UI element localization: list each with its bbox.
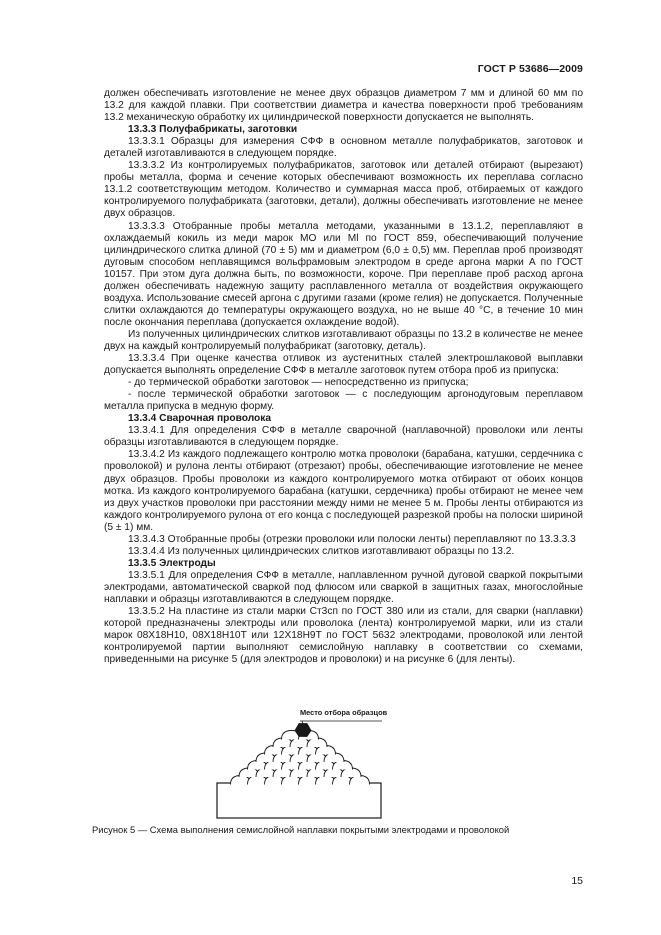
paragraph: 13.3.4.3 Отобранные пробы (отрезки проволоки или полоски ленты) переплавляют по 13.3.3.3 (128, 533, 576, 545)
sample-location-marker (295, 724, 311, 737)
figure-caption: Рисунок 5 — Схема выполнения семислойной наплавки покрытыми электродами и проволокой (92, 824, 510, 835)
weld-beads (231, 724, 370, 785)
paragraph: 13.3.5.1 Для определения СФФ в металле, наплавленном ручной дуговой сваркой покрытыми электродами, автоматической сваркой под флюсом или сваркой в защитных газах, многослойные наплавки и образцы изготавливаются в следующем порядке. (104, 569, 583, 605)
figure-5 (216, 708, 388, 820)
paragraph: 13.3.3.1 Образцы для измерения СФФ в основном металле полуфабрикатов, заготовок и деталей изготавливаются в следующем порядке. (104, 136, 583, 160)
paragraph: 13.3.3.4 При оценке качества отливок из аустенитных сталей электрошлаковой выплавки допускается выполнять определение СФФ в металле заготовок путем отбора проб из припуска: (104, 353, 583, 377)
sample-location-label: Место отбора образцов (300, 708, 388, 717)
paragraph: 13.3.4.1 Для определения СФФ в металле сварочной (наплавочной) проволоки или ленты образцы изготавливаются в следующем порядке. (104, 425, 583, 449)
paragraph: 13.3.3.3 Отобранные пробы металла методами, указанными в 13.1.2, переплавляют в охлаждаемый кокиль из меди марок МО или Ml по ГОСТ 859, обеспечивающий получение цилиндрического слитка длиной (70 ± 5) мм и диаметром (6,0 ± 0,5) мм. Переплав проб производят дуговым способом неплавящимся вольфрамовым электродом в среде аргона марки А по ГОСТ 10157. При этом дуга должна быть, по возможности, короче. При переплаве проб расход аргона должен обеспечивать надежную защиту расплавленного металла от воздействия окружающего воздуха. Использование смесей аргона с другими газами (кроме гелия) не допускается. Полученные слитки охлаждаются до температуры окружающего воздуха, но не выше 40 °С, в течение 10 мин после окончания переплава (допускается охлаждение водой). (104, 220, 583, 328)
paragraph: 13.3.4.4 Из полученных цилиндрических слитков изготавливают образцы по 13.2. (128, 545, 515, 557)
list-item: - после термической обработки заготовок — с последующим аргонодуговым переплавом металла припуска в медную форму. (104, 389, 583, 413)
section-heading: 13.3.4 Сварочная проволока (128, 413, 272, 425)
section-heading: 13.3.5 Электроды (128, 557, 216, 569)
paragraph: 13.3.4.2 Из каждого подлежащего контролю мотка проволоки (барабана, катушки, сердечника с проволокой) и рулона ленты отбирают (отрезают) пробы, обеспечивающие изготовление не менее двух образцов. Пробы проволоки из каждого контролируемого мотка отбирают от обоих концов мотка. Из каждого контролируемого барабана (катушки, сердечника) пробы отбирают не менее чем из двух участков проволоки при расстоянии между ними не менее 5 м. Пробы ленты отбираются из каждого контролируемого рулона от его конца с последующей разрезкой пробы на полоски шириной (5 ± 1) мм. (104, 449, 583, 533)
paragraph: 13.3.3.2 Из контролируемых полуфабрикатов, заготовок или деталей отбирают (вырезают) пробы металла, форма и сечение которых обеспечивают возможность их переплава согласно 13.1.2 соответствующим методом. Количество и суммарная масса проб, отбираемых от каждого контролируемого полуфабриката (заготовки, детали), должны обеспечивать изготовление не менее двух образцов. (104, 160, 583, 220)
paragraph: Из полученных цилиндрических слитков изготавливают образцы по 13.2 в количестве не менее двух на каждый контролируемый полуфабрикат (заготовку, деталь). (104, 328, 583, 352)
base-plate (217, 783, 381, 818)
page-number: 15 (571, 875, 583, 887)
paragraph: должен обеспечивать изготовление не менее двух образцов диаметром 7 мм и длиной 60 мм по 13.2 для каждой плавки. При соответствии диаметра и качества поверхности проб требованиям 13.2 механическую обработку их цилиндрической поверхности допускается не выполнять. (104, 88, 583, 124)
paragraph: 13.3.5.2 На пластине из стали марки Ст3сп по ГОСТ 380 или из стали, для сварки (наплавки) которой предназначены электроды или проволока (лента) контролируемой марки, или из стали марок 08Х18Н10, 08Х18Н10Т или 12Х18Н9Т по ГОСТ 5632 электродами, проволокой или лентой контролируемой партии выполняют семислойную наплавку в соответствии со схемами, приведенными на рисунке 5 (для электродов и проволоки) и на рисунке 6 (для ленты). (104, 606, 583, 666)
standard-code: ГОСТ Р 53686—2009 (477, 63, 583, 75)
list-item: - до термической обработки заготовок — непосредственно из припуска; (128, 377, 469, 389)
weld-layers-diagram (216, 708, 384, 820)
body-text (104, 88, 583, 666)
section-heading: 13.3.3 Полуфабрикаты, заготовки (128, 124, 298, 136)
